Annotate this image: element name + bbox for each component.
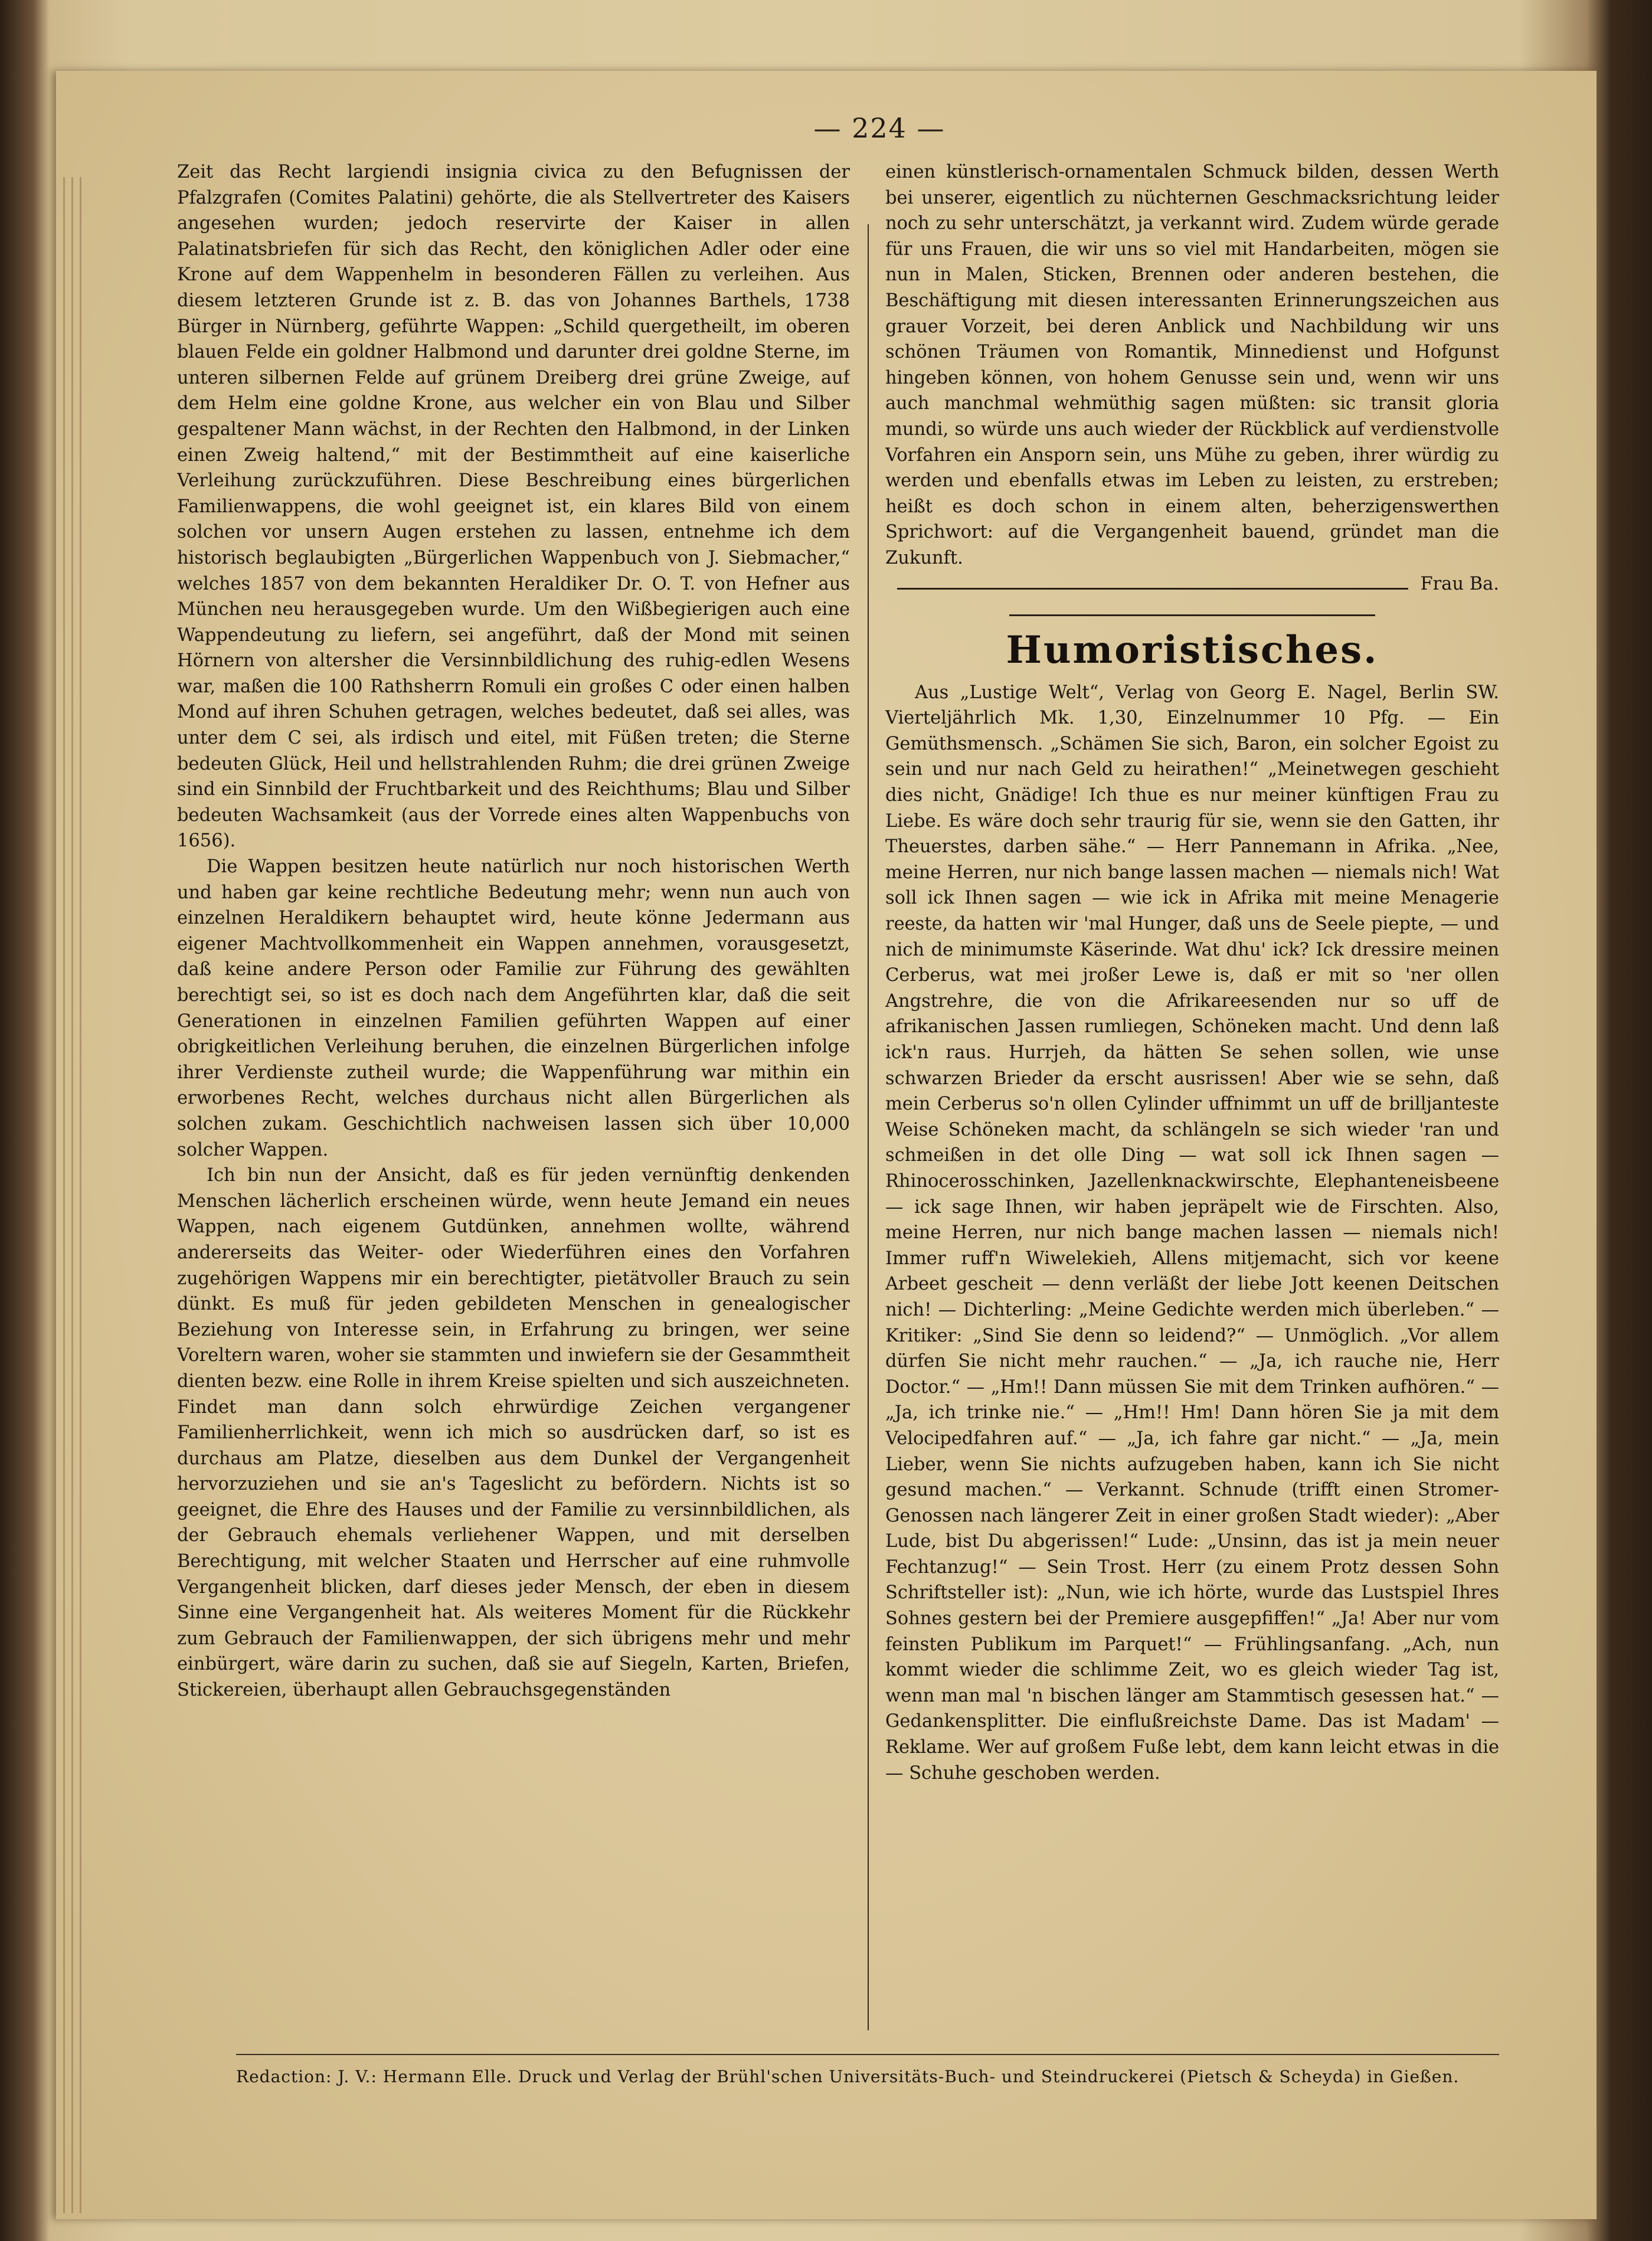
right-column [885,159,1499,1995]
page-edge [63,177,65,2213]
left-column [177,159,850,1995]
signature-rule [897,571,1408,590]
page-number: — 224 — [813,112,946,144]
section-separator [1009,614,1375,616]
section-title: Humoristisches. [1006,628,1379,673]
column-divider [868,224,869,2030]
signature: Frau Ba. [1420,573,1499,594]
signature-line [885,571,1499,597]
page-edge [80,177,81,2213]
article-end-paragraph: einen künstlerisch-ornamentalen Schmuck bilden, dessen Werth bei unserer, eigentlich zu nüchternen Geschmacksrichtung leider noch zu sehr unterschätzt, ja verkannt wird. Zudem würde gerade für uns Frauen, die wir uns so viel mit Handarbeiten, mögen sie nun in Malen, Sticken, Brennen oder anderen bestehen, die Beschäftigung mit diesen interessanten Erinnerungszeichen aus grauer Vorzeit, bei deren Anblick und Nachbildung wir uns schönen Träumen von Romantik, Minnedienst und Hofgunst hingeben können, von hohem Genusse sein und, wenn wir uns auch manchmal wehmüthig sagen müßten: sic transit gloria mundi, so würde uns auch wieder der Rückblick auf verdienstvolle Vorfahren ein Ansporn sein, uns Mühe zu geben, ihrer würdig zu werden und ebenfalls etwas im Leben zu leisten, zu erstreben; heißt es doch schon in einem alten, beherzigenswerthen Sprichwort: auf die Vergangenheit bauend, gründet man die Zukunft. [885,162,1499,568]
paragraph: Zeit das Recht largiendi insignia civica zu den Befugnissen der Pfalzgrafen (Comites Palatini) gehörte, die als Stellvertreter des Kaisers angesehen wurden; jedoch reservirte der Kaiser in allen Palatinatsbriefen für sich das Recht, den königlichen Adler oder eine Krone auf dem Wappenhelm in besonderen Fällen zu verleihen. Aus diesem letzteren Grunde ist z. B. das von Johannes Barthels, 1738 Bürger in Nürnberg, geführte Wappen: „Schild quergetheilt, im oberen blauen Felde ein goldner Halbmond und darunter drei goldne Sterne, im unteren silbernen Felde auf grünem Dreiberg drei grüne Zweige, auf dem Helm eine goldne Krone, aus welcher ein von Blau und Silber gespaltener Mann wächst, in der Rechten den Halbmond, in der Linken einen Zweig haltend,“ mit der Bestimmtheit auf eine kaiserliche Verleihung zurückzuführen. Diese Beschreibung eines bürgerlichen Familienwappens, die wohl geeignet ist, ein klares Bild von einem solchen vor unsern Augen erstehen zu lassen, entnehme ich dem historisch beglaubigten „Bürgerlichen Wappenbuch von J. Siebmacher,“ welches 1857 von dem bekannten Heraldiker Dr. O. T. von Hefner aus München neu herausgegeben wurde. Um den Wißbegierigen auch eine Wappendeutung zu liefern, sei angeführt, daß der Mond mit seinen Hörnern von altersher die Versinnbildlichung des ruhig-edlen Wesens war, maßen die 100 Rathsherrn Romuli ein großes C oder einen halben Mond auf ihren Schuhen getragen, welches bedeutet, daß sei alles, was unter dem C sei, als irdisch und eitel, mit Füßen treten; die Sterne bedeuten Glück, Heil und hellstrahlenden Ruhm; die drei grünen Zweige sind ein Sinnbild der Fruchtbarkeit und des Reichthums; Blau und Silber bedeuten Wachsamkeit (aus der Vorrede eines alten Wappenbuchs von 1656). [177,162,850,852]
imprint-footer: Redaction: J. V.: Hermann Elle. Druck und Verlag der Brühl'schen Universitäts-Buch- und Steindruckerei (Pietsch & Scheyda) in Gießen. [236,2054,1499,2086]
paragraph: Die Wappen besitzen heute natürlich nur noch historischen Werth und haben gar keine rechtliche Bedeutung mehr; wenn nun auch von einzelnen Heraldikern behauptet wird, heute könne Jedermann aus eigener Machtvollkommenheit ein Wappen annehmen, vorausgesetzt, daß keine andere Person oder Familie zur Führung des gewählten berechtigt sei, so ist es doch nach dem Angeführten klar, daß die seit Generationen in einzelnen Familien geführten Wappen auf einer obrigkeitlichen Verleihung beruhen, die einzelnen Bürgerlichen infolge ihrer Verdienste zutheil wurde; die Wappenführung war mithin ein erworbenes Recht, welches durchaus nicht allen Bürgerlichen als solchen zukam. Geschichtlich nachweisen lassen sich über 10,000 solcher Wappen. [177,856,850,1160]
paragraph: Ich bin nun der Ansicht, daß es für jeden vernünftig denkenden Menschen lächerlich erscheinen würde, wenn heute Jemand ein neues Wappen, nach eigenem Gutdünken, annehmen wollte, während andererseits das Weiter- oder Wiederführen eines den Vorfahren zugehörigen Wappens mir ein berechtigter, pietätvoller Brauch zu sein dünkt. Es muß für jeden gebildeten Menschen in genealogischer Beziehung von Interesse sein, in Erfahrung zu bringen, wer seine Voreltern waren, woher sie stammten und inwiefern sie der Gesammtheit dienten bezw. eine Rolle in ihrem Kreise spielten und sich auszeichneten. Findet man dann solch ehrwürdige Zeichen vergangener Familienherrlichkeit, wenn ich mich so ausdrücken darf, so ist es durchaus am Platze, dieselben aus dem Dunkel der Vergangenheit hervorzuziehen und sie an's Tageslicht zu befördern. Nichts ist so geeignet, die Ehre des Hauses und der Familie zu versinnbildlichen, als der Gebrauch ehemals verliehener Wappen, und mit derselben Berechtigung, mit welcher Staaten und Herrscher auf eine ruhmvolle Vergangenheit blicken, darf dieses jeder Mensch, der eben in diesem Sinne eine Vergangenheit hat. Als weiteres Moment für die Rückkehr zum Gebrauch der Familienwappen, der sich übrigens mehr und mehr einbürgert, wäre darin zu suchen, daß sie auf Siegeln, Karten, Briefen, Stickereien, überhaupt allen Gebrauchsgegenständen [177,1165,850,1701]
page-edge [71,177,73,2213]
humor-paragraph: Aus „Lustige Welt“, Verlag von Georg E. Nagel, Berlin SW. Vierteljährlich Mk. 1,30, Einzelnummer 10 Pfg. — Ein Gemüthsmensch. „Schämen Sie sich, Baron, ein solcher Egoist zu sein und nur nach Geld zu heirathen!“ „Meinetwegen geschieht dies nicht, Gnädige! Ich thue es nur meiner künftigen Frau zu Liebe. Es wäre doch sehr traurig für sie, wenn sie den Gatten, ihr Theuerstes, darben sähe.“ — Herr Pannemann in Afrika. „Nee, meine Herren, nur nich bange lassen machen — niemals nich! Wat soll ick Ihnen sagen — wie ick in Afrika mit meine Menagerie reeste, da hatten wir 'mal Hunger, daß uns de Seele piepte, — und nich de minimumste Käserinde. Wat dhu' ick? Ick dressire meinen Cerberus, wat mei jroßer Lewe is, daß er mit so 'ner ollen Angstrehre, die von die Afrikareesenden nur so uff de afrikanischen Jassen rumliegen, Schöneken macht. Und denn laß ick'n raus. Hurrjeh, da hätten Se sehen sollen, wie unse schwarzen Brieder da erscht ausrissen! Aber wie se sehn, daß mein Cerberus so'n ollen Cylinder uffnimmt un uff de brilljanteste Weise Schöneken macht, da schlängeln se sich wieder 'ran und schmeißen in det olle Ding — wat soll ick Ihnen sagen — Rhinocerosschinken, Jazellenknackwirschte, Elephanteneisbeene — ick sage Ihnen, wir haben jepräpelt wie de Firschten. Also, meine Herren, nur nich bange machen lassen — niemals nich! Immer ruff'n Wiwelekieh, Allens mitjemacht, sich vor keene Arbeet gescheit — denn verläßt der liebe Jott keenen Deitschen nich! — Dichterling: „Meine Gedichte werden mich überleben.“ — Kritiker: „Sind Sie denn so leidend?“ — Unmöglich. „Vor allem dürfen Sie nicht mehr rauchen.“ — „Ja, ich rauche nie, Herr Doctor.“ — „Hm!! Dann müssen Sie mit dem Trinken aufhören.“ — „Ja, ich trinke nie.“ — „Hm!! Hm! Dann hören Sie ja mit dem Velocipedfahren auf.“ — „Ja, ich fahre gar nicht.“ — „Ja, mein Lieber, wenn Sie nichts aufzugeben haben, kann ich Sie nicht gesund machen.“ — Verkannt. Schnude (trifft einen Stromer-Genossen nach längerer Zeit in einer großen Stadt wieder): „Aber Lude, bist Du abgerissen!“ Lude: „Unsinn, das ist ja mein neuer Fechtanzug!“ — Sein Trost. Herr (zu einem Protz dessen Sohn Schriftsteller ist): „Nun, wie ich hörte, wurde das Lustspiel Ihres Sohnes gestern bei der Premiere ausgepfiffen!“ „Ja! Aber nur vom feinsten Publikum im Parquet!“ — Frühlingsanfang. „Ach, nun kommt wieder die schlimme Zeit, wo es gleich wieder Tag ist, wenn man mal 'n bischen länger am Stammtisch gesessen hat.“ — Gedankensplitter. Die einflußreichste Dame. Das ist Madam' — Reklame. Wer auf großem Fuße lebt, dem kann leicht etwas in die — Schuhe geschoben werden. [885,682,1499,1784]
